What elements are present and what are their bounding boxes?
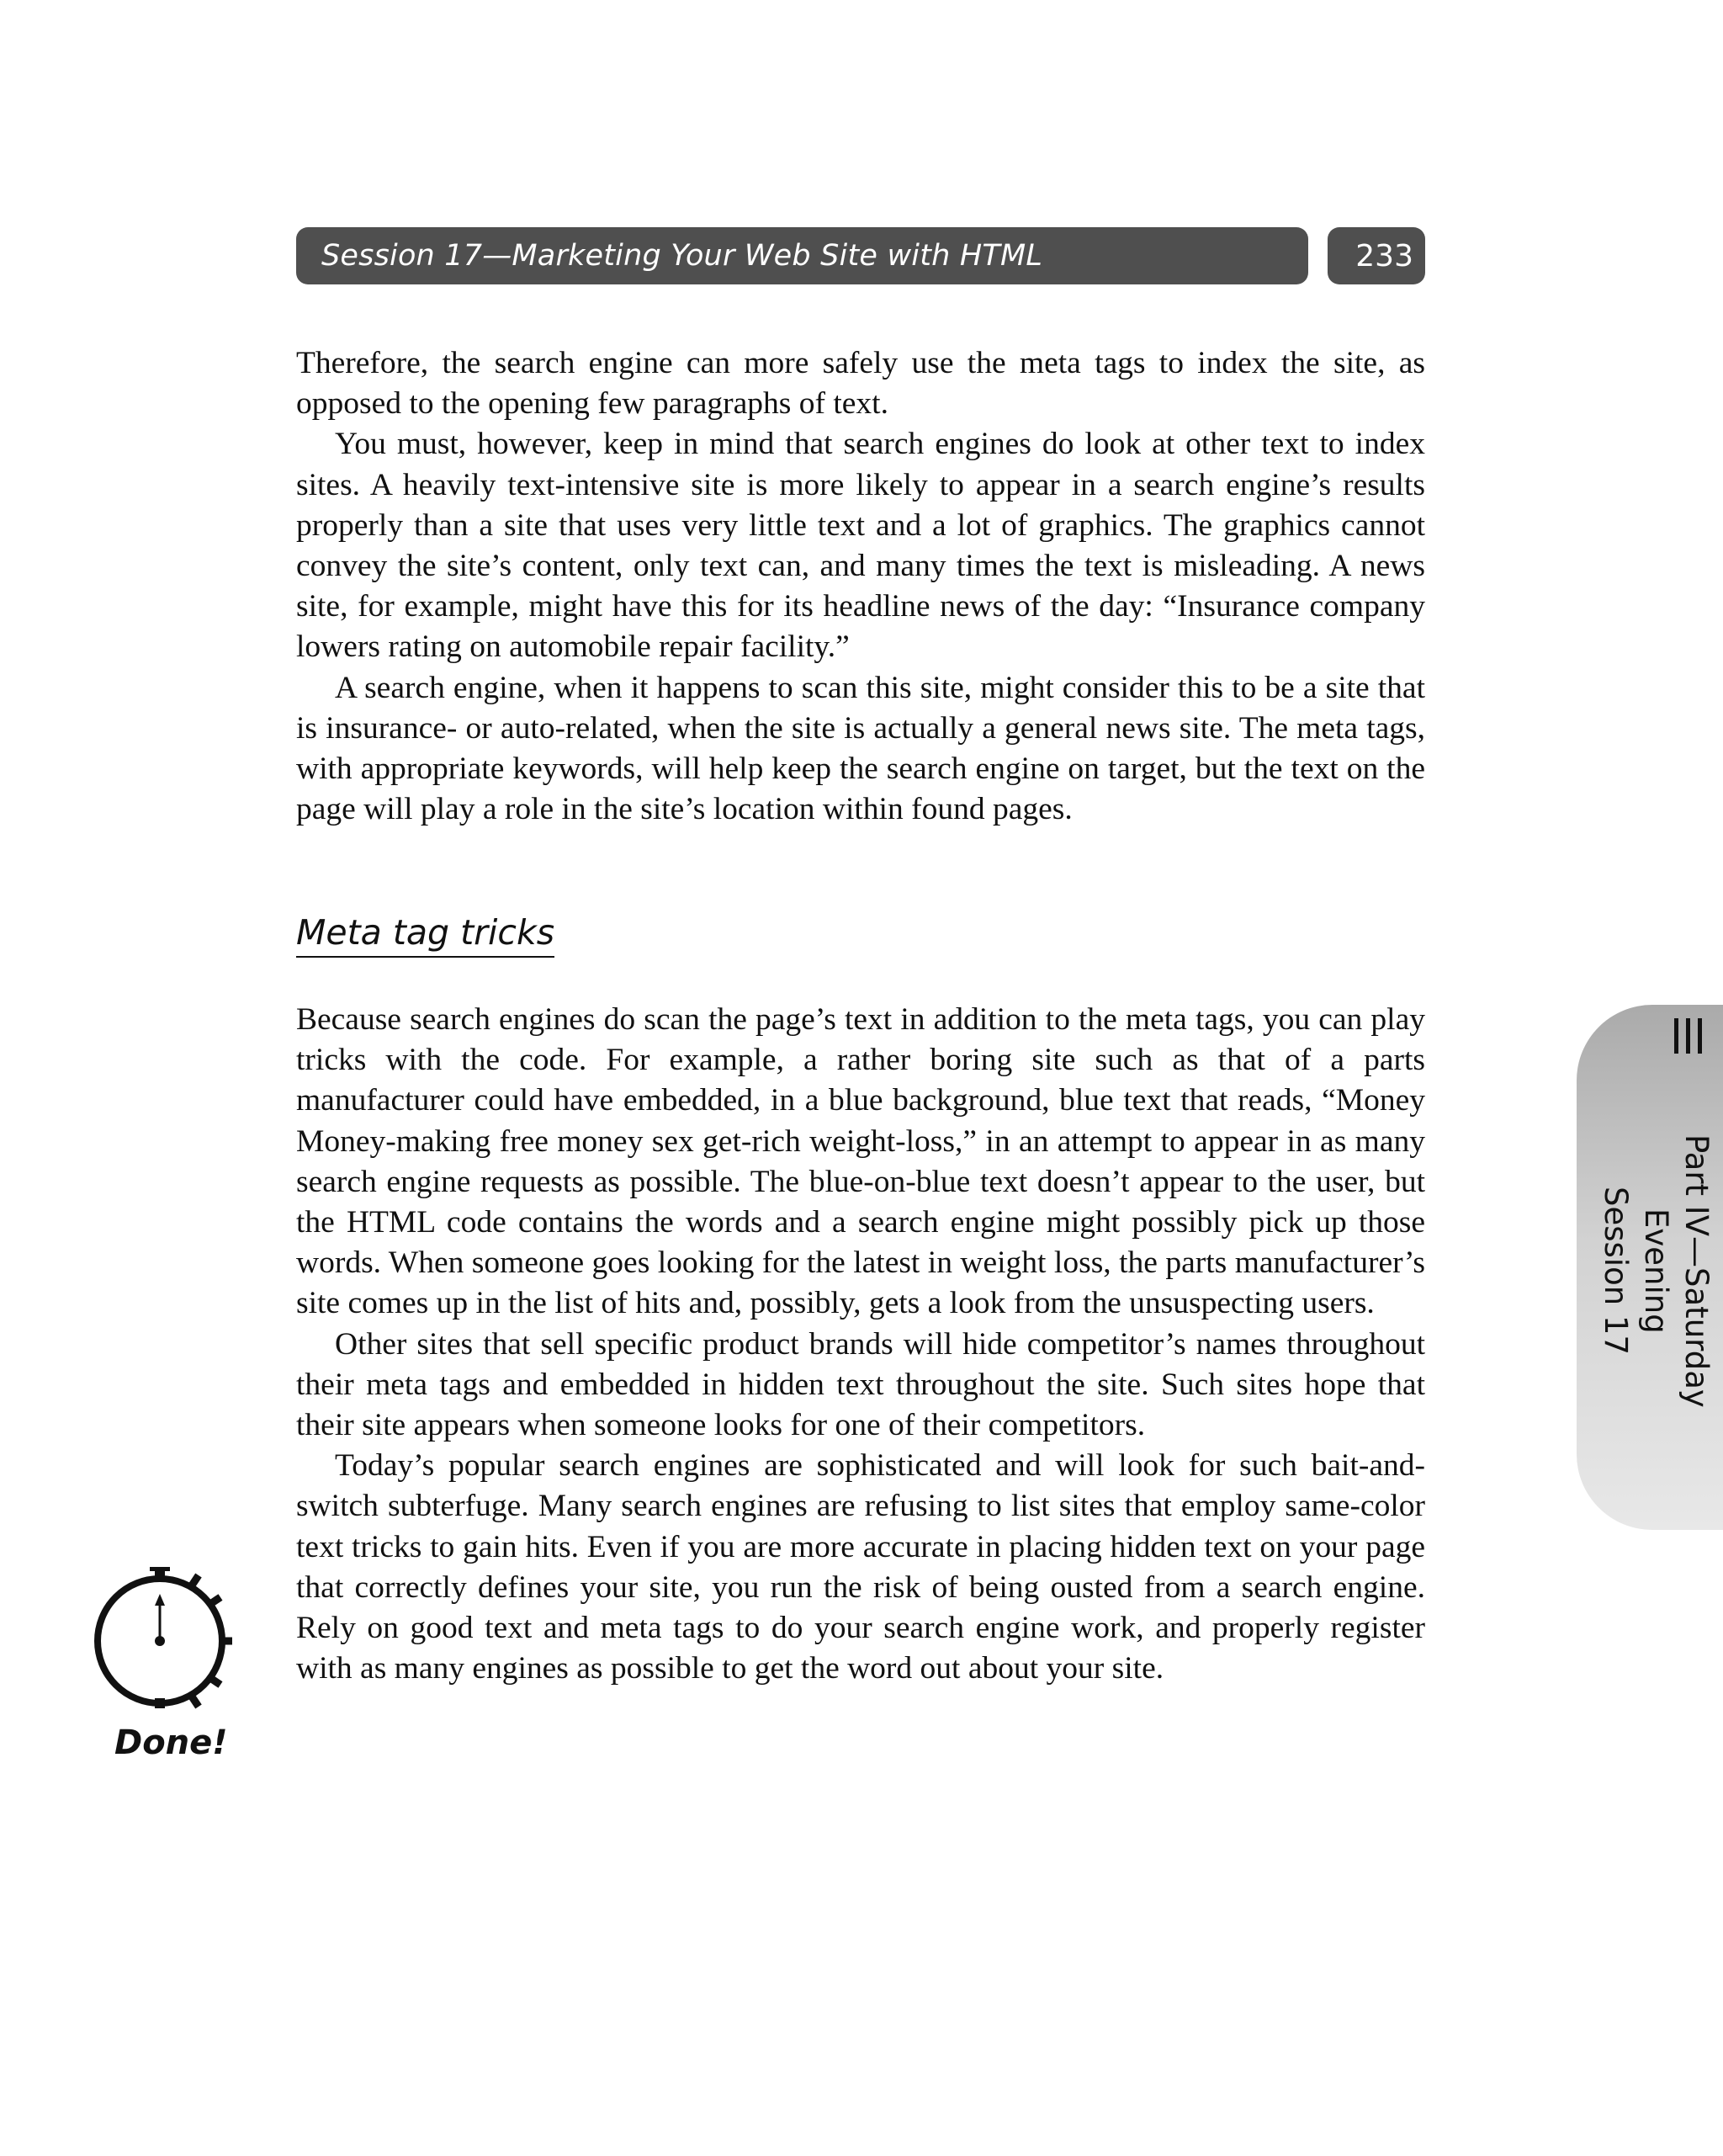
side-tab-session-label: Session 17 xyxy=(1598,1186,1634,1355)
tab-marker-lines xyxy=(1674,1018,1723,1054)
paragraph: A search engine, when it happens to scan this site, might consider this to be a site that is insurance- or auto-related, when the site is actually a general news site. The meta tags, with appropriate keywords, will help keep the search engine on target, but the text on the page will play a role in the site’s location within found pages. xyxy=(296,670,1425,827)
section-heading: Meta tag tricks xyxy=(296,911,554,958)
body-text-block-1 xyxy=(296,343,1425,830)
side-tab-part-label: Part IV—Saturday Evening xyxy=(1638,1134,1715,1408)
paragraph: Because search engines do scan the page’s text in addition to the meta tags, you can play tricks with the code. For example, a rather boring site such as that of a parts manufacturer could have embedded, in a blue background, blue text that reads, “Money Money-making free money sex get-rich weight-loss,” in an attempt to appear in as many search engine requests as possible. The blue-on-blue text doesn’t appear to the user, but the HTML code contains the words and a search engine might possibly pick up those words. When someone goes looking for the latest in weight loss, the parts manufacturer’s site comes up in the list of hits and, possibly, gets a look from the unsuspecting users. xyxy=(296,1002,1425,1321)
stopwatch-icon xyxy=(91,1564,239,1712)
page-number: 233 xyxy=(1355,238,1413,273)
paragraph: Today’s popular search engines are sophisticated and will look for such bait-and-switch subterfuge. Many search engines are refusing to list sites that employ same-color text tricks to gain hits. Even if you are more accurate in placing hidden text on your page that correctly defines your site, you run the risk of being ousted from a search engine. Rely on good text and meta tags to do your search engine work, and properly register with as many engines as possible to get the word out about your site. xyxy=(296,1448,1425,1686)
paragraph: Other sites that sell specific product brands will hide competitor’s names throughout their meta tags and embedded in hidden text throughout the site. Such sites hope that their site appears when someone looks for one of their competitors. xyxy=(296,1326,1425,1443)
running-header-title: Session 17—Marketing Your Web Site with HTML xyxy=(321,239,1043,273)
paragraph: You must, however, keep in mind that search engines do look at other text to index sites. A heavily text-intensive site is more likely to appear in a search engine’s results properly than a site that uses very little text and a lot of graphics. The graphics cannot convey the site’s content, only text can, and many times the text is misleading. A news site, for example, might have this for its headline news of the day: “Insurance company lowers rating on automobile repair facility.” xyxy=(296,427,1425,665)
running-header xyxy=(296,227,1308,284)
page-number-box xyxy=(1328,227,1425,284)
done-label: Done! xyxy=(114,1723,228,1762)
side-tab-label xyxy=(1565,1086,1716,1456)
tab-marker-line xyxy=(1686,1018,1690,1054)
body-text-block-2 xyxy=(296,1000,1425,1689)
tab-marker-line xyxy=(1698,1018,1702,1054)
tab-marker-line xyxy=(1674,1018,1678,1054)
paragraph: Therefore, the search engine can more safely use the meta tags to index the site, as opposed to the opening few paragraphs of text. xyxy=(296,346,1425,422)
